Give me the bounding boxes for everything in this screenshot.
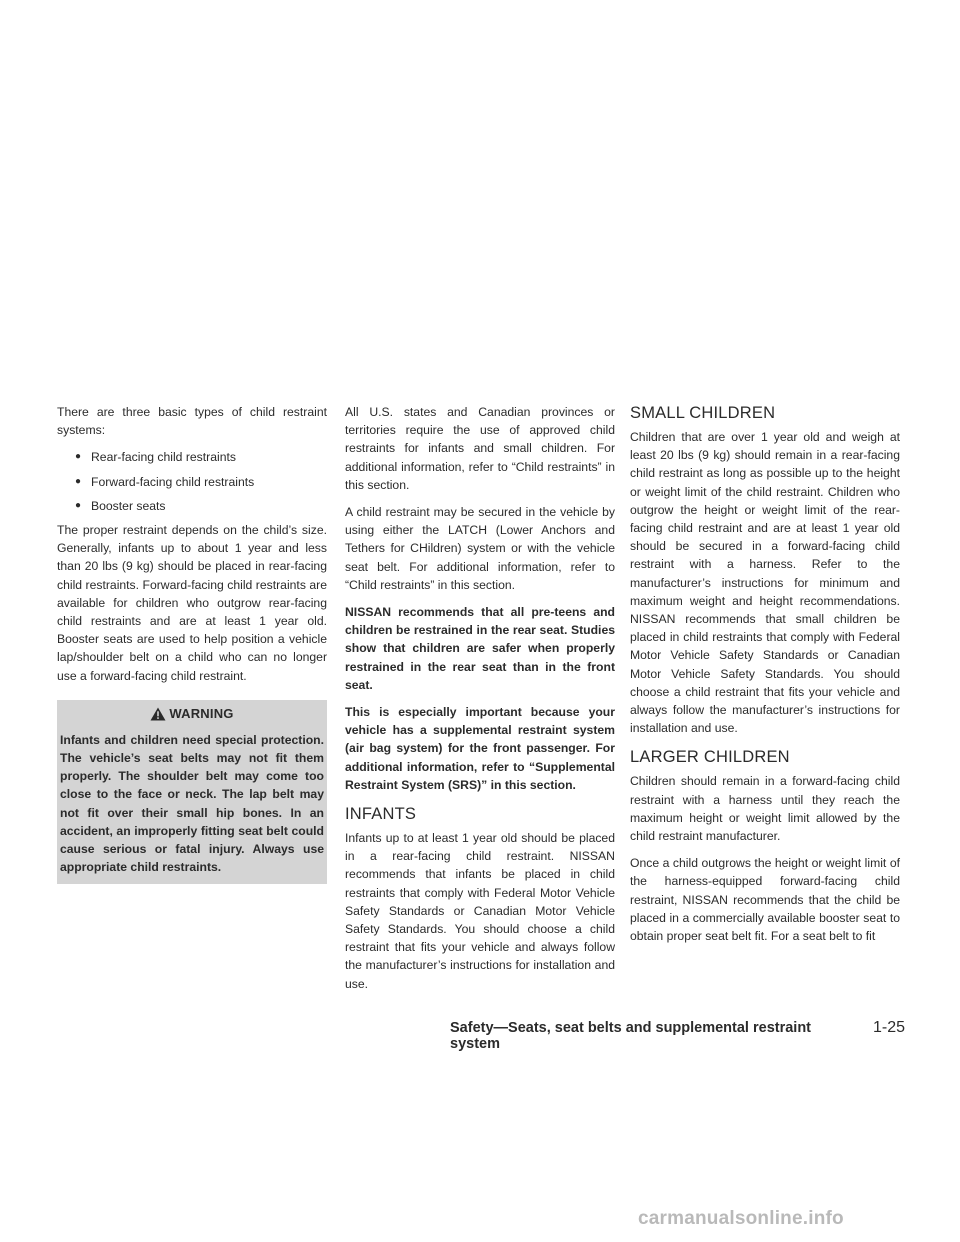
approved-restraints-paragraph: All U.S. states and Canadian provinces or territories require the use of approved child restraints for infants and small children. For additional information, refer to “Child restraints” in this section. (345, 405, 615, 492)
larger-children-paragraph-1: Children should remain in a forward-facing child restraint with a harness until they reach the maximum height or weight limit allowed by the child restraint manufacturer. (630, 774, 900, 844)
bullet-icon: ● (75, 475, 82, 487)
restraint-size-paragraph: The proper restraint depends on the child’s size. Generally, infants up to about 1 year and less than 20 lbs (9 kg) should be placed in rear-facing child restraints. Forward-facing child restraints are available for children who outgrow rear-facing child restraints and are at least 1 year old. Booster seats are used to help position a vehicle lap/shoulder belt on a child who can no longer use a forward-facing child restraint. (57, 523, 327, 683)
air-bag-note: This is especially important because your vehicle has a supplemental restraint system (air bag system) for the front passenger. For additional information, refer to “Supplemental Restraint System (SRS)” in this section. (345, 705, 615, 792)
column-right (630, 403, 900, 954)
list-item-label: Booster seats (91, 498, 166, 513)
infants-paragraph: Infants up to at least 1 year old should be placed in a rear-facing child restraint. NISSAN recommends that infants be placed in child restraints that comply with Federal Motor Vehicle Safety Standards or Canadian Motor Vehicle Safety Standards. You should choose a child restraint that fits your vehicle and always follow the manufacturer’s instructions for installation and use. (345, 831, 615, 991)
bullet-icon: ● (75, 451, 82, 463)
watermark: carmanualsonline.info (638, 1208, 844, 1229)
page-footer (450, 1019, 905, 1052)
bullet-icon: ● (75, 499, 82, 511)
page-number: 1-25 (872, 1019, 905, 1036)
warning-box (57, 700, 327, 885)
list-item (57, 497, 327, 515)
small-children-paragraph: Children that are over 1 year old and weigh at least 20 lbs (9 kg) should remain in a rear-facing child restraint as long as possible up to the height or weight limit of the child restraint. Children who outgrow the height or weight limit of the rear-facing child restraint and are at least 1 year old should be secured in a forward-facing child restraint with a harness. Refer to the manufacturer’s instructions for minimum and maximum weight and height recommendations. NISSAN recommends that small children be placed in child restraints that comply with Federal Motor Vehicle Safety Standards or Canadian Motor Vehicle Safety Standards. You should choose a child restraint that fits your vehicle and always follow the manufacturer’s instructions for installation and use. (630, 430, 900, 736)
infants-heading: INFANTS (345, 805, 417, 824)
larger-children-heading: LARGER CHILDREN (630, 748, 790, 767)
warning-title: WARNING (169, 705, 234, 721)
column-left (57, 403, 327, 884)
list-item (57, 448, 327, 466)
larger-children-paragraph-2: Once a child outgrows the height or weight limit of the harness-equipped forward-facing child restraint, NISSAN recommends that the child be placed in a commercially available booster seat to obtain proper seat belt fit. For a seat belt to fit (630, 856, 900, 944)
list-item-label: Forward-facing child restraints (91, 474, 255, 489)
restraint-type-list (57, 448, 327, 515)
latch-paragraph: A child restraint may be secured in the vehicle by using either the LATCH (Lower Anchors and Tethers for CHildren) system or with the vehicle seat belt. For additional information, refer to “Child restraints” in this section. (345, 505, 615, 592)
warning-text: Infants and children need special protection. The vehicle’s seat belts may not fit them properly. The shoulder belt may come too close to the face or neck. The lap belt may not fit over their small hip bones. In an accident, an improperly fitting seat belt could cause serious or fatal injury. Always use appropriate child restraints. (60, 732, 324, 875)
warning-triangle-icon (150, 707, 166, 721)
footer-section-title: Safety—Seats, seat belts and supplemental restraint system (450, 1020, 812, 1052)
list-item-label: Rear-facing child restraints (91, 450, 236, 465)
rear-seat-recommendation: NISSAN recommends that all pre-teens and children be restrained in the rear seat. Studies show that children are safer when properly restrained in the rear seat than in the front seat. (345, 605, 615, 692)
intro-paragraph: There are three basic types of child restraint systems: (57, 405, 327, 438)
column-middle (345, 403, 615, 1002)
list-item (57, 473, 327, 491)
warning-header (57, 702, 327, 726)
small-children-heading: SMALL CHILDREN (630, 404, 776, 422)
